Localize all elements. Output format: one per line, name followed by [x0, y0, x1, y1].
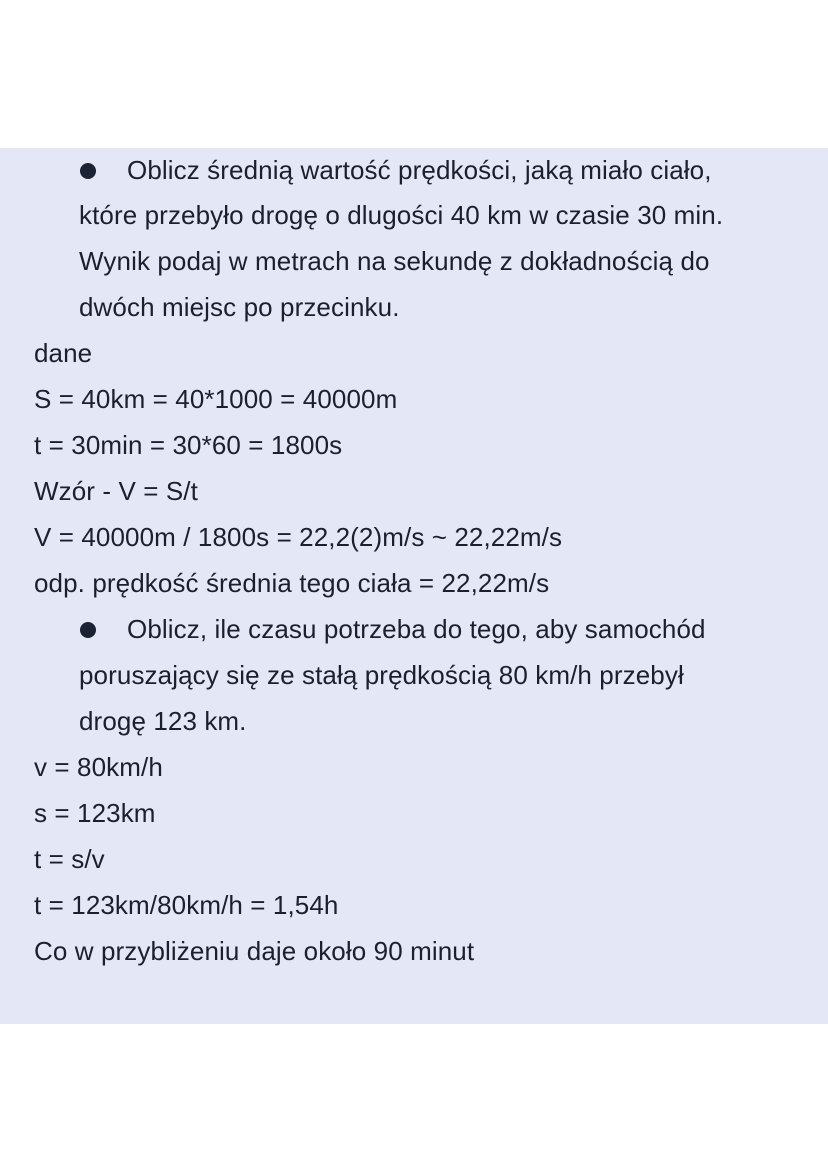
task1-line-4: dwóch miejsc po przecinku.	[79, 292, 400, 322]
task1-line-3: Wynik podaj w metrach na sekundę z dokładnością do	[79, 246, 710, 276]
task1-solution-line: S = 40km = 40*1000 = 40000m	[34, 384, 398, 414]
task1-solution-line: t = 30min = 30*60 = 1800s	[34, 430, 343, 460]
task2-solution-line: v = 80km/h	[34, 752, 163, 782]
task1-line-2: które przebyło drogę o dlugości 40 km w czasie 30 min.	[79, 200, 724, 230]
bullet-dot-icon	[80, 622, 96, 638]
task2-line-3: drogę 123 km.	[79, 706, 247, 736]
task2-solution-line: t = s/v	[34, 844, 105, 874]
task2-line-1: Oblicz, ile czasu potrzeba do tego, aby samochód	[127, 614, 706, 644]
task1-line-1: Oblicz średnią wartość prędkości, jaką miało ciało,	[127, 155, 712, 185]
task2-solution-line: t = 123km/80km/h = 1,54h	[34, 890, 339, 920]
task1-answer: odp. prędkość średnia tego ciała = 22,22m/s	[34, 568, 550, 598]
task1-solution-line: dane	[34, 338, 93, 368]
task1-solution-line: V = 40000m / 1800s = 22,2(2)m/s ~ 22,22m/s	[34, 522, 563, 552]
task2-line-2: poruszający się ze stałą prędkością 80 km/h przebył	[79, 660, 684, 690]
task2-answer: Co w przybliżeniu daje około 90 minut	[34, 936, 475, 966]
task1-solution-line: Wzór - V = S/t	[34, 476, 198, 506]
task2-solution-line: s = 123km	[34, 798, 156, 828]
bullet-dot-icon	[80, 163, 96, 179]
